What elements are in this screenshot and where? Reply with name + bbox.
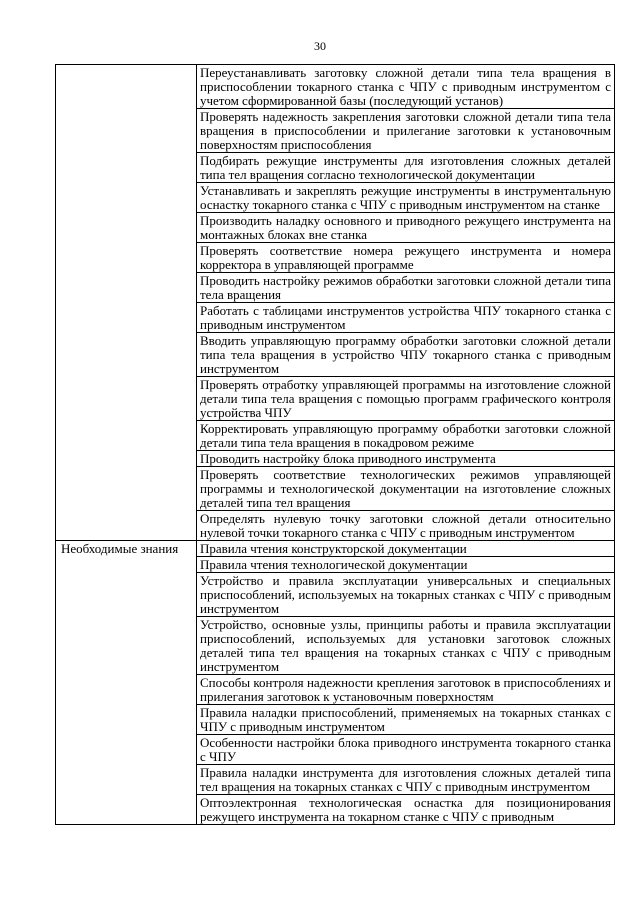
requirement-text: Устанавливать и закреплять режущие инструменты в инструментальную оснастку токарного станка с ЧПУ с приводным инструментом на станке [197, 183, 615, 213]
page-number: 30 [314, 39, 326, 53]
requirement-text: Определять нулевую точку заготовки сложной детали относительно нулевой точки токарного станка с ЧПУ с приводным инструментом [197, 511, 615, 541]
requirement-text: Проверять соответствие технологических режимов управляющей программы и технологической документации на изготовление сложных деталей типа тел вращения [197, 467, 615, 511]
requirement-text: Производить наладку основного и приводного режущего инструмента на монтажных блоках вне станка [197, 213, 615, 243]
requirement-text: Правила чтения технологической документации [197, 557, 615, 573]
requirement-text: Вводить управляющую программу обработки заготовки сложной детали типа тела вращения в устройство ЧПУ токарного станка с приводным инструментом [197, 333, 615, 377]
requirement-text: Оптоэлектронная технологическая оснастка для позиционирования режущего инструмента на токарном станке с ЧПУ с приводным [197, 795, 615, 825]
table-row [56, 65, 615, 109]
section-label: Необходимые знания [56, 541, 197, 825]
requirement-text: Способы контроля надежности крепления заготовок в приспособлениях и прилегания заготовок к установочным поверхностям [197, 675, 615, 705]
requirement-text: Проводить настройку блока приводного инструмента [197, 451, 615, 467]
requirement-text: Проверять надежность закрепления заготовки сложной детали типа тела вращения в приспособлении и прилегание заготовки к установочным поверхностям приспособления [197, 109, 615, 153]
requirement-text: Корректировать управляющую программу обработки заготовки сложной детали типа тела вращения в покадровом режиме [197, 421, 615, 451]
requirement-text: Работать с таблицами инструментов устройства ЧПУ токарного станка с приводным инструментом [197, 303, 615, 333]
requirement-text: Правила наладки приспособлений, применяемых на токарных станках с ЧПУ с приводным инструментом [197, 705, 615, 735]
page-bottom-margin [0, 866, 640, 905]
competency-table [55, 64, 615, 825]
requirement-text: Проверять соответствие номера режущего инструмента и номера корректора в управляющей программе [197, 243, 615, 273]
table-row [56, 541, 615, 557]
requirement-text: Особенности настройки блока приводного инструмента токарного станка с ЧПУ [197, 735, 615, 765]
requirement-text: Проверять отработку управляющей программы на изготовление сложной детали типа тела вращения с помощью программ графического контроля устройства ЧПУ [197, 377, 615, 421]
requirement-text: Переустанавливать заготовку сложной детали типа тела вращения в приспособлении токарного станка с ЧПУ с приводным инструментом с учетом сформированной базы (последующий установ) [197, 65, 615, 109]
requirement-text: Правила наладки инструмента для изготовления сложных деталей типа тел вращения на токарных станках с ЧПУ с приводным инструментом [197, 765, 615, 795]
requirement-text: Устройство, основные узлы, принципы работы и правила эксплуатации приспособлений, используемых для установки заготовок сложных деталей типа тел вращения на токарных станках с ЧПУ с приводным инструментом [197, 617, 615, 675]
requirement-text: Устройство и правила эксплуатации универсальных и специальных приспособлений, используемых на токарных станках с ЧПУ с приводным инструментом [197, 573, 615, 617]
requirement-text: Подбирать режущие инструменты для изготовления сложных деталей типа тел вращения согласно технологической документации [197, 153, 615, 183]
requirement-text: Правила чтения конструкторской документации [197, 541, 615, 557]
requirement-text: Проводить настройку режимов обработки заготовки сложной детали типа тела вращения [197, 273, 615, 303]
section-label [56, 65, 197, 541]
